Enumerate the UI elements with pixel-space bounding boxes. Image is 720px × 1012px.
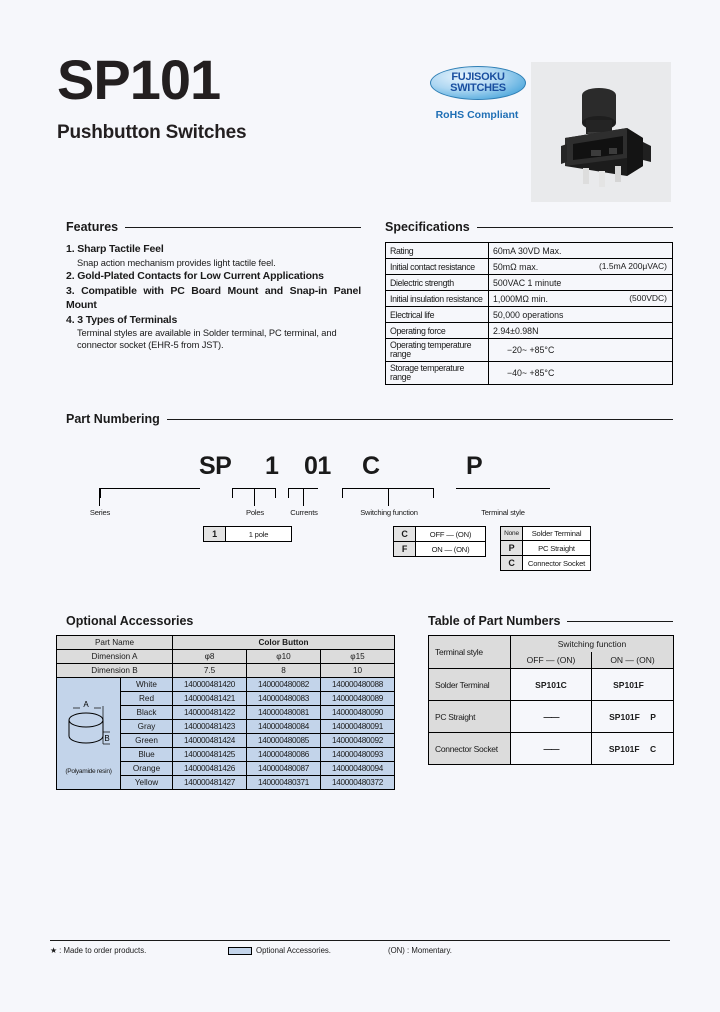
spec-key: Initial insulation resistance xyxy=(386,291,489,307)
feature-item xyxy=(66,243,361,269)
terminal-desc: Connector Socket xyxy=(523,556,591,571)
color-name: Yellow xyxy=(121,776,173,790)
spec-value-text: 1,000MΩ min. xyxy=(493,293,548,304)
dimension-b-value: 7.5 xyxy=(173,664,247,678)
table-row xyxy=(57,664,395,678)
spec-key: Dielectric strength xyxy=(386,275,489,291)
accessory-part-number: 140000481422 xyxy=(173,706,247,720)
accessory-part-number: 140000481423 xyxy=(173,720,247,734)
accessory-part-number: 140000481427 xyxy=(173,776,247,790)
terminal-style-value: PC Straight xyxy=(429,701,511,733)
terminal-style-value: Connector Socket xyxy=(429,733,511,765)
spec-value-note: (500VDC) xyxy=(629,293,667,303)
part-numbering-section xyxy=(66,412,673,580)
table-row xyxy=(386,307,673,323)
spec-value xyxy=(489,361,673,384)
part-number-text: SP101F xyxy=(609,711,640,722)
color-name: Black xyxy=(121,706,173,720)
spec-value xyxy=(489,339,673,362)
spec-value xyxy=(489,243,673,259)
spec-value-text: 50mΩ max. xyxy=(493,261,539,272)
accessory-part-number: 140000480083 xyxy=(247,692,321,706)
page-title: SP101 xyxy=(57,48,221,111)
accessory-part-number: 140000480094 xyxy=(321,762,395,776)
part-number-suffix xyxy=(644,680,652,690)
spec-key: Initial contact resistance xyxy=(386,259,489,275)
spec-value xyxy=(489,275,673,291)
pn-segment-series: SP xyxy=(199,452,232,480)
terminal-desc: Solder Terminal xyxy=(523,527,591,541)
stem-switching xyxy=(388,488,389,506)
accessory-part-number: 140000480086 xyxy=(247,748,321,762)
table-row xyxy=(394,527,486,542)
table-row xyxy=(386,361,673,384)
part-number-text: SP101F xyxy=(608,743,640,754)
part-number-off-on: SP101C xyxy=(511,669,592,701)
color-name: Blue xyxy=(121,748,173,762)
accessory-part-number: 140000480081 xyxy=(247,706,321,720)
accessories-table xyxy=(56,635,395,790)
part-number-off-on: —— xyxy=(511,701,592,733)
material-caption: (Polyamide resin) xyxy=(65,768,112,775)
feature-note: Terminal styles are available in Solder terminal, PC terminal, and connector socket (EHR-5 from JST). xyxy=(77,328,337,351)
switching-code: F xyxy=(394,542,416,557)
legend-momentary-text: (ON) : Momentary. xyxy=(388,946,452,955)
specifications-heading-text: Specifications xyxy=(385,220,470,234)
svg-text:A: A xyxy=(82,700,89,709)
part-number-suffix: P xyxy=(650,711,656,722)
part-number-on-on xyxy=(592,701,674,733)
feature-bold-text: Compatible with PC Board Mount and Snap-in Panel Mount xyxy=(66,284,361,311)
terminal-code: P xyxy=(501,541,523,556)
spec-value-text: −20~ +85°C xyxy=(507,344,555,355)
feature-item xyxy=(66,314,361,352)
dimension-a-label: Dimension A xyxy=(57,650,173,664)
part-numbers-heading-text: Table of Part Numbers xyxy=(428,614,561,628)
part-number-suffix: C xyxy=(649,743,657,754)
dimension-b-label: Dimension B xyxy=(57,664,173,678)
feature-item xyxy=(66,270,361,284)
accessory-part-number: 140000480090 xyxy=(321,706,395,720)
stem-poles xyxy=(254,488,255,506)
page-footer xyxy=(50,946,670,955)
pn-label-poles: Poles xyxy=(246,508,264,517)
part-numbering-heading xyxy=(66,412,673,426)
accessories-col-color-button: Color Button xyxy=(173,636,395,650)
accessories-col-part-name: Part Name xyxy=(57,636,173,650)
legend-made-to-order-text: ★ : Made to order products. xyxy=(50,946,147,955)
footer-divider xyxy=(50,940,670,941)
col-terminal-style: Terminal style xyxy=(429,636,511,669)
part-number-on-on xyxy=(592,669,674,701)
table-row xyxy=(386,291,673,307)
table-row xyxy=(57,678,395,692)
poles-table xyxy=(203,526,292,542)
spec-key: Operating temperature range xyxy=(386,339,489,362)
terminal-style-table xyxy=(500,526,591,571)
dimension-a-value: φ8 xyxy=(173,650,247,664)
spec-value-note: (1.5mA 200μVAC) xyxy=(598,261,667,271)
spec-value-text: 60mA 30VD Max. xyxy=(493,245,562,256)
color-name: Gray xyxy=(121,720,173,734)
feature-title xyxy=(66,314,361,328)
part-number-off-on: —— xyxy=(511,733,592,765)
feature-bold-text: Sharp Tactile Feel xyxy=(77,243,164,255)
pn-segment-currents: 01 xyxy=(304,452,331,480)
col-switching-function: Switching function xyxy=(511,636,674,653)
dimension-b-value: 8 xyxy=(247,664,321,678)
accessory-part-number: 140000481421 xyxy=(173,692,247,706)
table-row xyxy=(57,636,395,650)
accessory-part-number: 140000480087 xyxy=(247,762,321,776)
table-row xyxy=(429,733,674,765)
spec-value xyxy=(489,323,673,339)
table-row xyxy=(429,669,674,701)
part-number-on-on xyxy=(592,733,674,765)
spec-value xyxy=(489,259,673,275)
specifications-heading xyxy=(385,220,673,234)
specifications-section xyxy=(385,220,673,385)
logo-line2: SWITCHES xyxy=(450,82,506,94)
spec-key: Operating force xyxy=(386,323,489,339)
pn-segment-switching: C xyxy=(362,452,380,480)
legend-momentary xyxy=(388,946,452,955)
spec-value-text: 500VAC 1 minute xyxy=(493,277,562,288)
accessory-part-number: 140000481420 xyxy=(173,678,247,692)
leader-terminal xyxy=(456,488,550,489)
switching-desc: ON — (ON) xyxy=(416,542,486,557)
feature-number: 2. xyxy=(66,269,75,282)
pn-label-series: Series xyxy=(89,508,111,517)
feature-title xyxy=(66,285,361,313)
accessory-part-number: 140000480093 xyxy=(321,748,395,762)
features-section xyxy=(66,220,361,353)
table-row xyxy=(204,527,292,542)
dimension-a-value: φ10 xyxy=(247,650,321,664)
leader-series xyxy=(100,488,200,498)
button-dimension-diagram xyxy=(57,678,121,790)
table-row xyxy=(386,323,673,339)
heading-rule xyxy=(477,227,673,228)
feature-number: 1. xyxy=(66,243,75,255)
spec-key: Rating xyxy=(386,243,489,259)
specifications-table xyxy=(385,242,673,385)
feature-number: 3. xyxy=(66,284,75,297)
terminal-code: None xyxy=(501,527,523,541)
color-name: White xyxy=(121,678,173,692)
pn-segment-poles: 1 xyxy=(265,452,279,480)
dimension-b-value: 10 xyxy=(321,664,395,678)
accessory-part-number: 140000480084 xyxy=(247,720,321,734)
color-name: Green xyxy=(121,734,173,748)
svg-text:B: B xyxy=(103,734,110,743)
terminal-code: C xyxy=(501,556,523,571)
part-number-text: SP101F xyxy=(613,679,644,690)
product-photo xyxy=(531,62,671,202)
blue-swatch-icon xyxy=(228,947,252,955)
spec-value xyxy=(489,291,673,307)
title-block xyxy=(57,48,247,144)
feature-title xyxy=(66,270,361,284)
accessory-part-number: 140000481426 xyxy=(173,762,247,776)
table-of-part-numbers-section xyxy=(428,614,673,765)
table-row xyxy=(429,701,674,733)
table-row xyxy=(386,275,673,291)
feature-bold-text: 3 Types of Terminals xyxy=(77,313,178,326)
table-row xyxy=(386,243,673,259)
terminal-desc: PC Straight xyxy=(523,541,591,556)
accessory-part-number: 140000481425 xyxy=(173,748,247,762)
spec-value-text: 2.94±0.98N xyxy=(493,325,539,336)
logo-line1: FUJISOKU xyxy=(451,70,505,83)
switch-illustration-icon xyxy=(531,62,671,202)
heading-rule xyxy=(125,227,361,228)
stem-series xyxy=(99,488,100,506)
logo-ellipse-icon xyxy=(430,66,526,100)
poles-desc: 1 pole xyxy=(226,527,292,542)
pn-label-terminal: Terminal style xyxy=(481,508,525,517)
accessory-part-number: 140000480089 xyxy=(321,692,395,706)
features-heading xyxy=(66,220,361,234)
spec-key: Electrical life xyxy=(386,307,489,323)
accessory-part-number: 140000481424 xyxy=(173,734,247,748)
accessory-part-number: 140000480371 xyxy=(247,776,321,790)
switching-desc: OFF — (ON) xyxy=(416,527,486,542)
pn-segment-terminal: P xyxy=(466,452,483,480)
table-row xyxy=(57,650,395,664)
accessories-heading xyxy=(66,614,391,628)
part-numbers-table xyxy=(428,635,674,765)
brand-logo xyxy=(430,66,526,100)
table-row xyxy=(386,259,673,275)
accessories-heading-text: Optional Accessories xyxy=(66,614,194,628)
feature-title xyxy=(66,243,361,257)
subcol-on-on: ON — (ON) xyxy=(592,652,674,669)
switching-function-table xyxy=(393,526,486,557)
features-list xyxy=(66,243,361,352)
part-numbering-heading-text: Part Numbering xyxy=(66,412,160,426)
features-heading-text: Features xyxy=(66,220,119,234)
accessory-part-number: 140000480092 xyxy=(321,734,395,748)
stem-currents xyxy=(303,488,304,506)
table-row xyxy=(501,527,591,541)
dimension-a-value: φ15 xyxy=(321,650,395,664)
spec-value-text: −40~ +85°C xyxy=(507,367,555,378)
accessory-part-number: 140000480088 xyxy=(321,678,395,692)
table-row xyxy=(501,541,591,556)
legend-made-to-order xyxy=(50,946,228,955)
pn-label-switching: Switching function xyxy=(360,508,418,517)
pn-label-currents: Currents xyxy=(290,508,318,517)
feature-note: Snap action mechanism provides light tactile feel. xyxy=(77,257,276,268)
color-name: Red xyxy=(121,692,173,706)
switching-code: C xyxy=(394,527,416,542)
table-row xyxy=(386,339,673,362)
spec-value xyxy=(489,307,673,323)
spec-value-text: 50,000 operations xyxy=(493,309,564,320)
cylinder-dimension-icon xyxy=(60,692,118,766)
feature-number: 4. xyxy=(66,313,75,326)
table-row xyxy=(501,556,591,571)
accessory-part-number: 140000480085 xyxy=(247,734,321,748)
feature-item xyxy=(66,285,361,313)
poles-code: 1 xyxy=(204,527,226,542)
rohs-compliant-label: RoHS Compliant xyxy=(435,109,519,121)
accessory-part-number: 140000480082 xyxy=(247,678,321,692)
spec-key: Storage temperature range xyxy=(386,361,489,384)
accessory-part-number: 140000480372 xyxy=(321,776,395,790)
accessory-part-number: 140000480091 xyxy=(321,720,395,734)
optional-accessories-section xyxy=(66,614,391,790)
part-numbers-heading xyxy=(428,614,673,628)
legend-optional-text: Optional Accessories. xyxy=(256,946,331,955)
legend-optional-accessories xyxy=(228,946,388,955)
table-row xyxy=(394,542,486,557)
part-numbering-diagram xyxy=(66,430,673,580)
page-header xyxy=(0,0,720,212)
feature-bold-text: Gold-Plated Contacts for Low Current Applications xyxy=(77,269,324,282)
color-name: Orange xyxy=(121,762,173,776)
heading-rule xyxy=(567,621,673,622)
subcol-off-on: OFF — (ON) xyxy=(511,652,592,669)
heading-rule xyxy=(167,419,673,420)
terminal-style-value: Solder Terminal xyxy=(429,669,511,701)
page-subtitle: Pushbutton Switches xyxy=(57,122,247,143)
table-row xyxy=(429,636,674,653)
